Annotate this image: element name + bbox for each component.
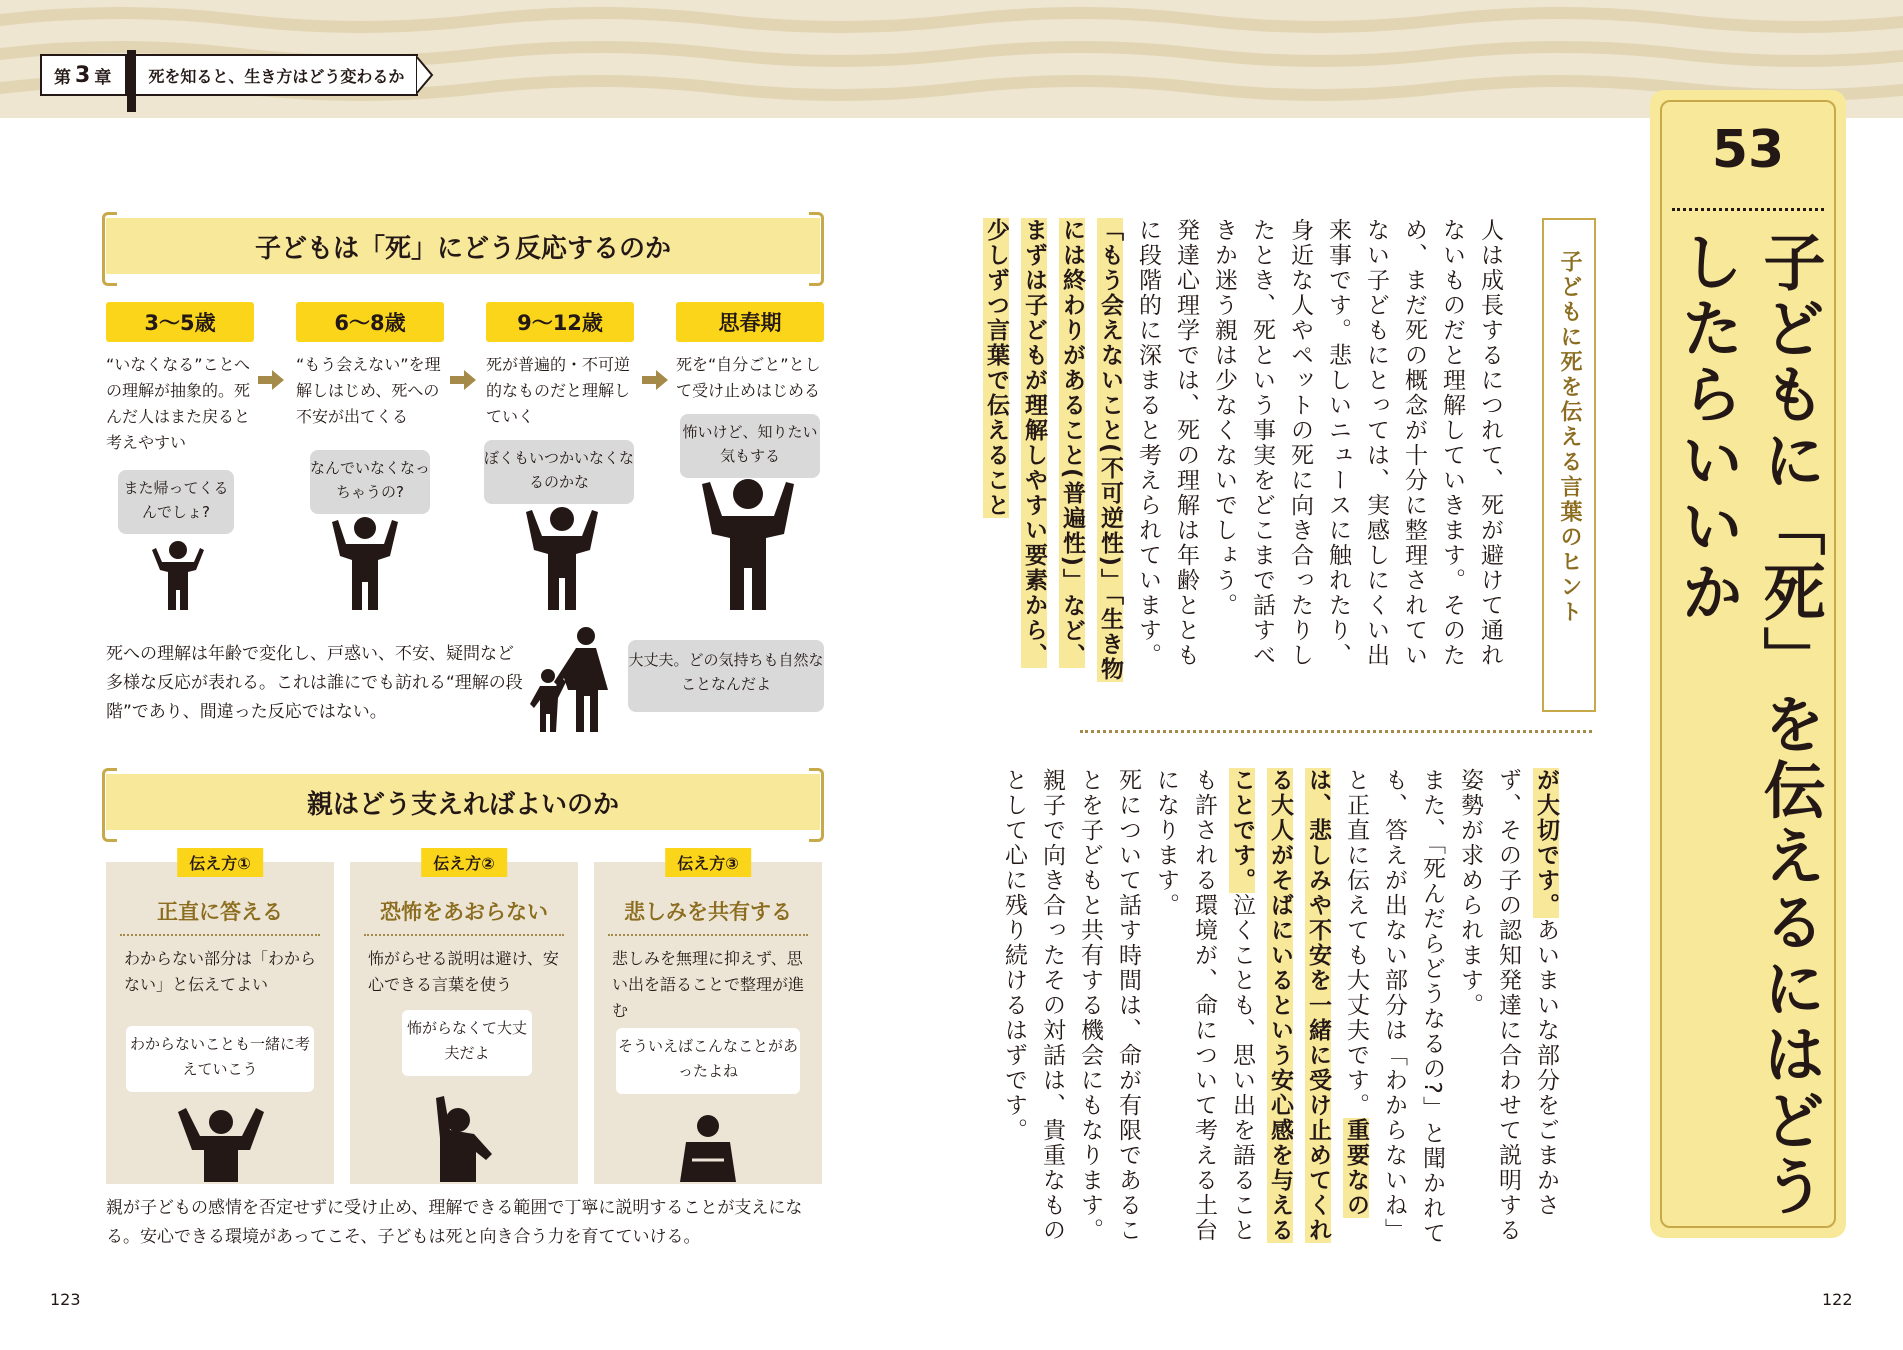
chapter-label: [40, 54, 127, 96]
method-text-3: 悲しみを無理に抑えず、思い出を語ることで整理が進む: [612, 949, 805, 1020]
heading-bracket-left: [102, 212, 117, 286]
section-number: 53: [1711, 120, 1785, 180]
speech-bubble-3-5: [118, 470, 234, 534]
upper-p2-text: 発達心理学では、死の理解は年齢とともに段階的に深まると考えられています。: [1135, 218, 1199, 668]
age-desc-adolescence: 死を“自分ごと”として受け止めはじめる: [676, 355, 821, 400]
lower-paragraph-2: [1147, 768, 1451, 1252]
bubble-text-3-5: また帰ってくるんでしょ?: [123, 479, 229, 521]
card-divider: [120, 934, 320, 936]
chapter-prefix: 第: [54, 67, 71, 88]
child-figure-small-icon: [148, 540, 208, 612]
arrow-right-icon: [258, 370, 284, 390]
method-title-1: 正直に答える: [157, 900, 283, 924]
title-panel: [1650, 90, 1846, 1238]
age-label-3-5: 3〜5歳: [106, 302, 254, 342]
upper-p1-text: 人は成長するにつれて、死が避けて通れないものだと理解していきます。そのため、まだ死の概念が十分に整理されていない子どもにとっては、実感しにくい出来事です。悲しいニュースに触れたり、身近な人やペットの死に向き合ったりしたとき、死という事実をどこまで話すべきか迷う親は少なくないでしょう。: [1211, 218, 1503, 668]
method-text-1: わからない部分は「わからない」と伝えてよい: [124, 949, 317, 994]
upper-paragraph-1: [1205, 218, 1509, 692]
hint-heading-box: [1542, 218, 1596, 712]
lower-p1-text: あいまいな部分をごまかさず、その子の認知発達に合わせて説明する姿勢が求められます。: [1457, 768, 1559, 1243]
title-divider: [1672, 208, 1824, 211]
upper-paragraph-2: [977, 218, 1205, 692]
lower-paragraph-1: [1451, 768, 1565, 1252]
method-bubble-text-1: わからないことも一緒に考えていこう: [129, 1035, 310, 1078]
parent-bubble-text: 大丈夫。どの気持ちも自然なことなんだよ: [628, 651, 824, 693]
open-arms-figure-icon: [176, 1106, 266, 1182]
age-label-adolescence: 思春期: [676, 302, 824, 342]
bubble-text-6-8: なんでいなくなっちゃうの?: [310, 459, 431, 501]
lower-p2-highlight: 重要なのは、悲しみや不安を一緒に受け止めてくれる大人がそばにいるという安心感を与えることです。: [1229, 768, 1369, 1243]
text-divider: [1080, 730, 1592, 733]
heading-bracket-left: [102, 768, 117, 842]
chapter-divider: [127, 50, 136, 112]
lower-body-text: [435, 768, 1565, 1252]
age-desc-9-12: 死が普遍的・不可逆的なものだと理解していく: [486, 355, 631, 426]
section1-summary: 死への理解は年齢で変化し、戸惑い、不安、疑問など多様な反応が表れる。これは誰にでも訪れる“理解の段階”であり、間違った反応ではない。: [106, 644, 523, 722]
method-bubble-1: [126, 1026, 314, 1092]
lower-p3-text: 死について話す時間は、命が有限であることを子どもと共有する機会にもなります。親子で向き合ったその対話は、貴重なものとして心に残り続けるはずです。: [1001, 768, 1141, 1243]
chapter-suffix: 章: [94, 67, 112, 88]
lower-paragraph-3: [995, 768, 1147, 1252]
section1-heading-text: 子どもは「死」にどう反応するのか: [254, 233, 671, 264]
bubble-text-adolescence: 怖いけど、知りたい気もする: [682, 423, 818, 465]
upper-p2-highlight: 「もう会えないこと(不可逆性)」「生き物には終わりがあること(普遍性)」など、まずは子どもが理解しやすい要素から、少しずつ言葉で伝えること: [983, 218, 1123, 682]
page-number-right: 122: [1822, 1290, 1853, 1309]
lower-p1-highlight: が大切です。: [1533, 768, 1559, 918]
upper-body-text: [379, 218, 1509, 692]
chapter-title: 死を知ると、生き方はどう変わるか: [136, 54, 418, 96]
page-title: 子どもに「死」を伝えるにはどうしたらいいか: [1671, 230, 1826, 1220]
age-label-9-12: 9〜12歳: [486, 302, 634, 342]
method-bubble-text-3: そういえばこんなことがあったよね: [617, 1037, 798, 1080]
page-number-left: 123: [50, 1290, 81, 1309]
age-desc-6-8: “もう会えない”を理解しはじめ、死への不安が出てくる: [296, 355, 441, 426]
method-card-1: [106, 854, 334, 1184]
lower-p2-text: また、「死んだらどうなるの?」と聞かれても、答えが出ない部分は「わからないね」と正直に伝えても大丈夫です。: [1343, 768, 1445, 1246]
bubble-text-9-12: ぼくもいつかいなくなるのかな: [484, 449, 635, 491]
method-tag-1: 伝え方①: [177, 848, 263, 877]
hint-heading: 子どもに死を伝える言葉のヒント: [1557, 250, 1582, 625]
chapter-arrow-icon: [416, 54, 436, 96]
method-tag-2: 伝え方②: [421, 848, 507, 877]
method-title-3: 悲しみを共有する: [624, 900, 792, 924]
lower-p2-text-b: 泣くことも、思い出を語ることも許される環境が、命について考える土台になります。: [1153, 768, 1255, 1243]
chapter-number: 3: [75, 62, 91, 88]
method-bubble-text-2: 怖がらなくて大丈夫だよ: [406, 1019, 527, 1062]
age-label-6-8: 6〜8歳: [296, 302, 444, 342]
chapter-tab: [40, 56, 436, 94]
section2-conclusion: 親が子どもの感情を否定せずに受け止め、理解できる範囲で丁寧に説明することが支えになる。安心できる環境があってこそ、子どもは死と向き合う力を育てていける。: [106, 1198, 803, 1247]
method-text-2: 怖がらせる説明は避け、安心できる言葉を使う: [368, 949, 559, 994]
section2-heading-text: 親はどう支えればよいのか: [306, 789, 619, 820]
age-desc-3-5: “いなくなる”ことへの理解が抽象的。死んだ人はまた戻ると考えやすい: [106, 355, 251, 452]
method-title-2: 恐怖をあおらない: [380, 900, 548, 924]
method-tag-3: 伝え方③: [665, 848, 751, 877]
